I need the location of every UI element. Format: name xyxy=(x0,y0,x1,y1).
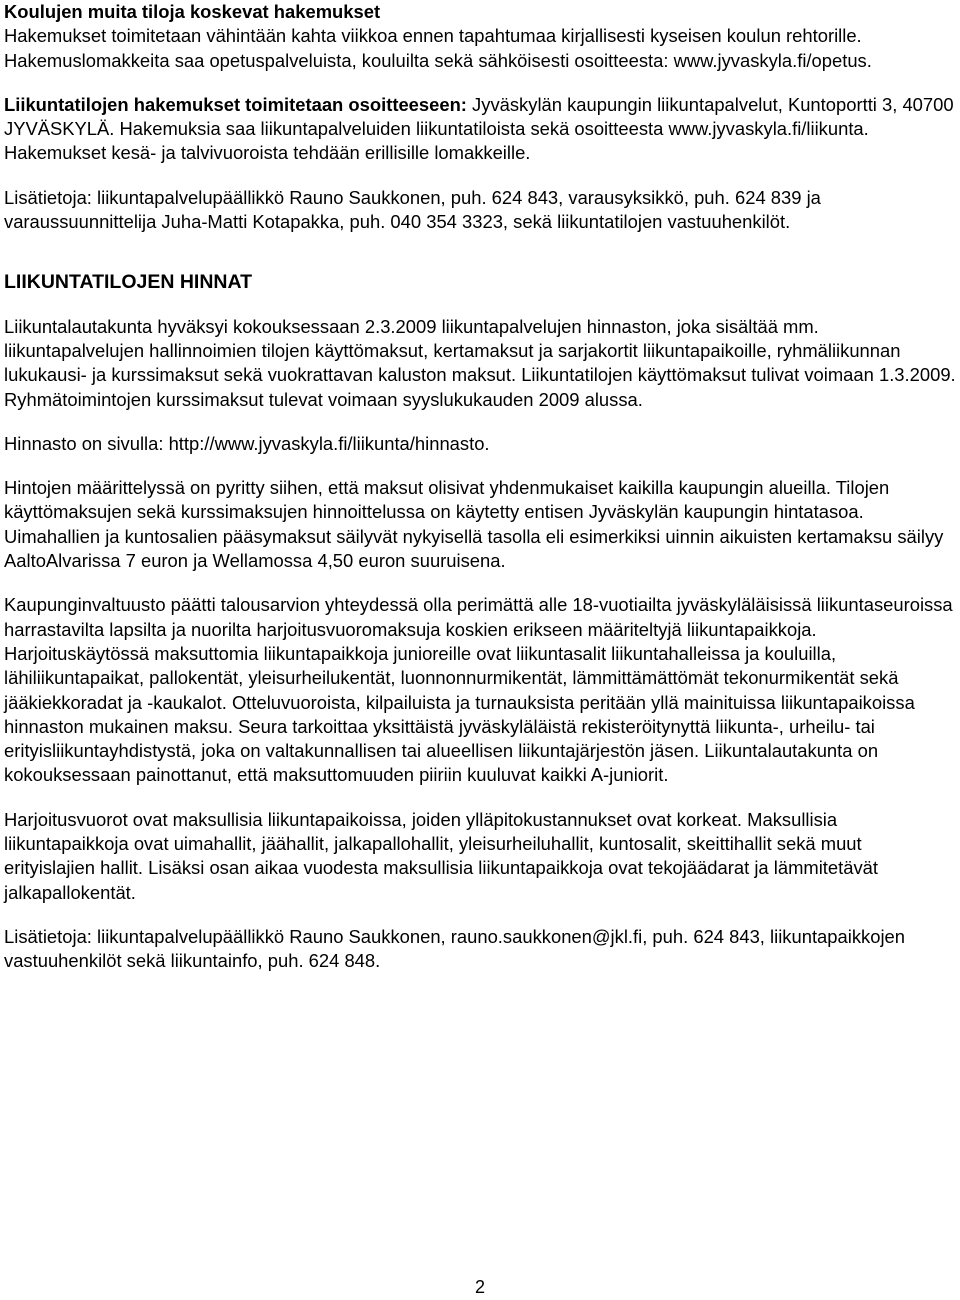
sports-application-text: Jyväskylän kaupungin liikuntapalvelut, Kuntoportti 3, 40700 JYVÄSKYLÄ. Hakemuksia saa liikuntapalveluiden liikuntatiloista sekä osoitteesta www.jyvaskyla.fi/liikunta. Hakemukset kesä- ja talvivuoroista tehdään erillisille lomakkeille. xyxy=(4,93,954,164)
paragraph-sports-facility-applications xyxy=(4,93,956,166)
paragraph-youth-free-use: Kaupunginvaltuusto päätti talousarvion yhteydessä olla perimättä alle 18-vuotiailta jyväskyläläisissä liikuntaseuroissa harrastavilta lapsilta ja nuorilta harjoitusvuoromaksuja koskien erikseen määriteltyjä liikuntapaikkoja. Harjoituskäytössä maksuttomia liikuntapaikkoja junioreille ovat liikuntasalit liikuntahalleissa ja kouluilla, lähiliikuntapaikat, pallokentät, yleisurheilukentät, luonnonnurmikentät, lämmittämättömät tekonurmikentät sekä jääkiekkoradat ja -kaukalot. Otteluvuoroista, kilpailuista ja turnauksista peritään yllä mainituissa liikuntapaikoissa hinnaston mukainen maksu. Seura tarkoittaa yksittäistä jyväskyläläistä rekisteröitynyttä liikunta-, urheilu- tai erityisliikuntayhdistystä, joka on valtakunnallisen tai alueellisen liikuntajärjestön jäsen. Liikuntalautakunta on kokouksessaan painottanut, että maksuttomuuden piiriin kuuluvat kaikki A-juniorit. xyxy=(4,594,953,786)
paragraph-price-list-approval: Liikuntalautakunta hyväksyi kokouksessaan 2.3.2009 liikuntapalvelujen hinnaston, joka sisältää mm. liikuntapalvelujen hallinnoimien tilojen käyttömaksut, kertamaksut ja sarjakortit liikuntapaikoille, ryhmäliikunnan lukukausi- ja kurssimaksut sekä vuokrattavan kaluston maksut. Liikuntatilojen käyttömaksut tulivat voimaan 1.3.2009. Ryhmätoimintojen kurssimaksut tulevat voimaan syyslukukauden 2009 alussa. xyxy=(4,315,956,410)
section-title-prices: LIIKUNTATILOJEN HINNAT xyxy=(4,271,253,294)
page-number: 2 xyxy=(474,1277,485,1297)
bold-lead-address: Liikuntatilojen hakemukset toimitetaan osoitteeseen: xyxy=(4,93,467,115)
document-page xyxy=(4,0,956,974)
paragraph-pricing-principles: Hintojen määrittelyssä on pyritty siihen, että maksut olisivat yhdenmukaiset kaikilla kaupungin alueilla. Tilojen käyttömaksujen sekä kurssimaksujen hinnoittelussa on käytetty entisen Jyväskylän kaupungin hintatasoa. Uimahallien ja kuntosalien pääsymaksut säilyvät nykyisellä tasolla eli esimerkiksi uinnin aikuisten kertamaksu säilyy AaltoAlvarissa 7 euron ja Wellamossa 4,50 euron suuruisena. xyxy=(4,477,944,572)
paragraph-price-list-link: Hinnasto on sivulla: http://www.jyvaskyla.fi/liikunta/hinnasto. xyxy=(4,432,490,454)
paragraph-paid-training-slots: Harjoitusvuorot ovat maksullisia liikuntapaikoissa, joiden ylläpitokustannukset ovat korkeat. Maksullisia liikuntapaikkoja ovat uimahallit, jäähallit, jalkapallohallit, yleisurheiluhallit, kuntosalit, skeittihallit sekä muut erityislajien hallit. Lisäksi osan aikaa vuodesta maksullisia liikuntapaikkoja ovat tekojäädarat ja lämmitetävät jalkapallokentät. xyxy=(4,808,878,903)
paragraph-further-info: Lisätietoja: liikuntapalvelupäällikkö Rauno Saukkonen, rauno.saukkonen@jkl.fi, puh. 624 843, liikuntapaikkojen vastuuhenkilöt sekä liikuntainfo, puh. 624 848. xyxy=(4,925,905,972)
paragraph-contact-info: Lisätietoja: liikuntapalvelupäällikkö Rauno Saukkonen, puh. 624 843, varausyksikkö, puh. 624 839 ja varaussuunnittelija Juha-Matti Kotapakka, puh. 040 354 3323, sekä liikuntatilojen vastuuhenkilöt. xyxy=(4,186,821,233)
section-heading-school-facilities: Koulujen muita tiloja koskevat hakemukset xyxy=(4,1,381,22)
paragraph-school-applications: Hakemukset toimitetaan vähintään kahta viikkoa ennen tapahtumaa kirjallisesti kyseisen koulun rehtorille. Hakemuslomakkeita saa opetuspalveluista, kouluilta sekä sähköisesti osoitteesta: www.jyvaskyla.fi/opetus. xyxy=(4,25,872,71)
